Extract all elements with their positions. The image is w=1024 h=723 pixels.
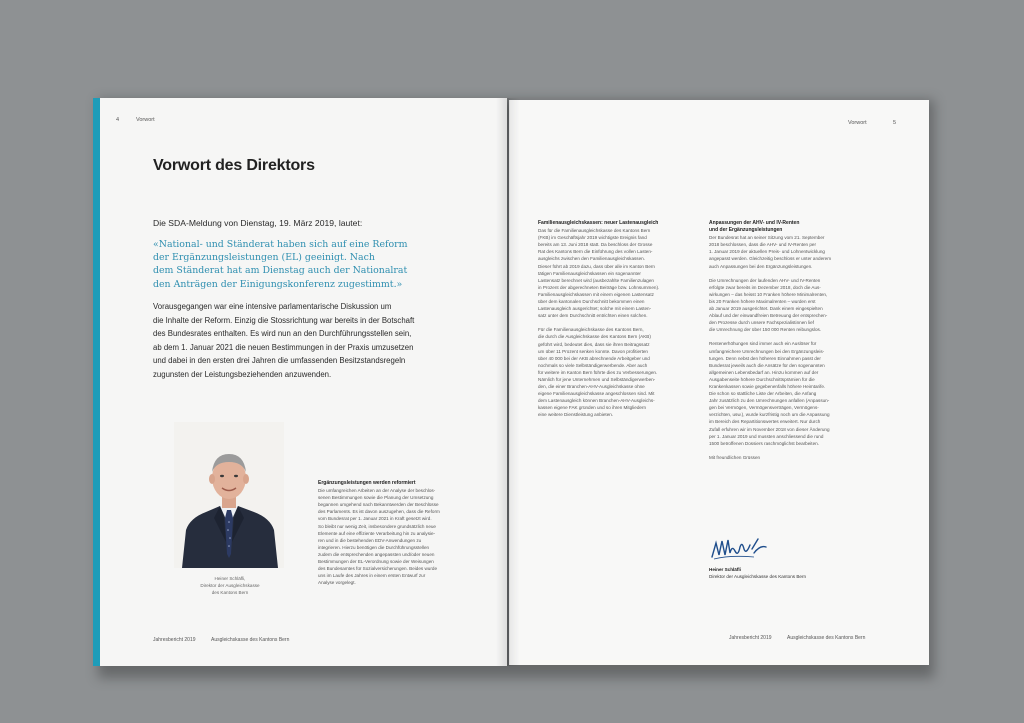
quote-line: dem Ständerat hat am Dienstag auch der Nationalrat	[153, 265, 408, 277]
text-line: 1500 betroffenen Dossiers raschmöglichst bearbeiten.	[709, 440, 819, 446]
reform-line: So bleibt nur wenig Zeit, insbesondere grundsätzlich neue	[318, 523, 436, 529]
closing-greeting: Mit freundlichen Grüssen	[709, 454, 761, 460]
caption-line: Heiner Schläfli,	[214, 576, 246, 581]
text-line: erfolgte zwar bereits im Dezember 2018, doch die Aus-	[709, 284, 821, 290]
reform-line: des Parlaments. Es ist davon auszugehen, dass die Reform	[318, 509, 440, 515]
text-line: Die schon so stattliche Liste der Arbeiten, die Anfang	[709, 391, 817, 397]
right-page-number: 5	[893, 120, 897, 126]
text-line: per 1. Januar 2019 und mussten anschliessend die rund	[709, 433, 824, 439]
intro-body	[153, 300, 483, 382]
text-line: Ausgabenseite höhere Durchschnittsprämien für die	[709, 376, 815, 382]
text-line: 2018 beschlossen, dass die AHV- und IV-Renten per	[709, 242, 817, 248]
text-line: Jahr zusätzlich zu den Umrechnungen anfallen (Anpassun-	[709, 398, 830, 404]
text-line: im Bereich des Repartitionswertes erweitert. Nur durch	[709, 419, 821, 425]
quote-line: «National- und Ständerat haben sich auf eine Reform	[153, 239, 408, 250]
text-line: für weitere im Kanton Bern führte dies zu Verbesserungen.	[538, 369, 658, 375]
text-line: Bundesrat jeweils auch die Ansätze für den sogenannten	[709, 362, 825, 368]
text-line: 1. Januar 2019 der aktuellen Preis- und Lohnentwicklung	[709, 249, 825, 255]
text-line: (FKB) im Geschäftsjahr 2019 wichtigste Ereignis fand	[538, 235, 647, 241]
reform-heading: Ergänzungsleistungen werden reformiert	[318, 480, 416, 486]
signer-name: Heiner Schläfli	[709, 567, 741, 572]
text-line: tätigen Familienausgleichskassen ein sogenannter	[538, 270, 641, 276]
column-family-compensation	[538, 220, 700, 419]
right-footer-year: Jahresbericht 2019	[729, 635, 772, 641]
text-line: Für die Familienausgleichskasse des Kantons Bern,	[538, 327, 644, 333]
column-pension-adjustments	[709, 220, 879, 461]
text-line: eine weitere Dienstleistung anbieten.	[538, 412, 614, 418]
reform-line: Bestimmungen der EL-Verordnung sowie der Weisungen	[318, 559, 434, 565]
pull-quote	[153, 238, 483, 291]
portrait-illustration	[174, 422, 284, 568]
text-line: geführt wird, bedeutet dies, dass sie ihren Beitragssatz	[538, 341, 650, 347]
text-line: den, die einer Branchen-AHV-Ausgleichskasse ohne	[538, 384, 645, 390]
column-heading: und der Ergänzungsleistungen	[709, 227, 783, 234]
photo-caption	[184, 575, 276, 596]
reform-line: begannen umgehend nach Bekanntwerden der Beschlüsse	[318, 502, 439, 508]
reform-line: des Bundesamtes für Sozialversicherungen. Beides wurde	[318, 566, 437, 572]
text-line: Dieser führt ab 2019 dazu, dass über alle im Kanton Bern	[538, 263, 655, 269]
text-line: Ablauf und der einwandfreien Betreuung der entsprechen-	[709, 313, 828, 319]
intro-text: Die SDA-Meldung von Dienstag, 19. März 2019, lautet:	[153, 218, 363, 228]
text-line: gen bei Vermögen, Vermögensverträgen, Vermögens-	[709, 405, 819, 411]
text-line: kassen eigene FAK gründen und so ihren Mitgliedern	[538, 405, 647, 411]
body-line: die Inhalte der Reform. Einzig die Stossrichtung war bereits in der Botschaft	[153, 315, 415, 325]
body-line: zugunsten der Leistungsbeziehenden anzuwenden.	[153, 369, 332, 379]
director-portrait-photo	[174, 422, 284, 568]
left-footer-year: Jahresbericht 2019	[153, 637, 196, 643]
left-footer-org: Ausgleichskasse des Kantons Bern	[211, 637, 290, 643]
column-heading: Anpassungen der AHV- und IV-Renten	[709, 220, 800, 226]
text-line: Der Bundesrat hat an seiner Sitzung vom 21. September	[709, 235, 825, 241]
signer-title: Direktor der Ausgleichskasse des Kantons Bern	[709, 574, 807, 579]
text-line: angepasst werden. Gleichzeitig beschloss er unter anderem	[709, 256, 832, 262]
reform-line: uns im Laufe des Jahres in einem ersten Entwurf zur	[318, 573, 426, 579]
caption-line: des Kantons Bern	[211, 590, 249, 595]
reform-line: Die umfangreichen Arbeiten an der Analyse der beschlos-	[318, 488, 436, 494]
text-line: Das für die Familienausgleichskasse des Kantons Bern	[538, 228, 651, 234]
text-line: dem Lastenausgleich können Branchen-AHV-Ausgleichs-	[538, 398, 655, 404]
text-line: Lastenausgleich ausgerichtet; solche mit einem Lasten-	[538, 306, 652, 312]
quote-line: den Anträgen der Einigungskonferenz zugestimmt.»	[153, 278, 403, 290]
quote-line: der Ergänzungsleistungen (EL) geeinigt. Nach	[153, 252, 375, 264]
left-section-label: Vorwort	[136, 117, 155, 123]
handwritten-signature	[710, 535, 770, 563]
column-heading: Familienausgleichskassen: neuer Lastenausgleich	[538, 220, 659, 226]
text-line: über dem kantonalen Durchschnitt bekommen einen	[538, 299, 645, 305]
text-line: Familienausgleichskassen mit einem eigenen Lastensatz	[538, 291, 654, 297]
text-line: Rentenerhöhungen sind immer auch ein Auslöser für	[709, 341, 817, 347]
text-line: wirkungen – das heisst 10 Franken höhere Minimalrenten,	[709, 291, 828, 297]
page-title: Vorwort des Direktors	[153, 157, 315, 174]
text-line: Rat des Kantons Bern die Einführung des vollen Lasten-	[538, 249, 653, 255]
caption-line: Direktor der Ausgleichskasse	[200, 583, 260, 588]
reform-line: ren und in die bestehenden EDV-Anwendungen zu	[318, 537, 422, 543]
text-line: tungen. Denn nebst den höheren Einnahmen passt der	[709, 355, 821, 361]
text-line: Nämlich für jene Unternehmen und Selbständigerwerben-	[538, 376, 656, 382]
text-line: allgemeinen Lebensbedarf an. Hinzu kommen auf der	[709, 369, 819, 375]
text-line: auch Anpassungen bei den Ergänzungsleistungen.	[709, 263, 813, 269]
reform-section	[318, 480, 493, 586]
reform-line: Elemente auf eine effiziente Verarbeitung hin zu analysie-	[318, 530, 436, 536]
reform-line: vom Bundesrat per 1. Januar 2021 in Kraft gesetzt wird.	[318, 516, 432, 522]
text-line: über 40 000 bei der AKB abrechnende Arbeitgeber und	[538, 355, 650, 361]
text-line: Die Umrechnungen der laufenden AHV- und IV-Renten	[709, 277, 821, 283]
reform-line: integrieren. Hierzu benötigen die Durchführungsstellen	[318, 544, 430, 550]
text-line: nochmals so viele Selbständigerwerbende. Aber auch	[538, 362, 648, 368]
book-gutter	[496, 98, 520, 666]
left-page-number: 4	[116, 117, 120, 123]
reform-line: zudem die entsprechenden angepassten und/oder neuen	[318, 551, 435, 557]
body-line: und dabei in den ersten drei Jahren die umfassenden Besitzstandsregeln	[153, 356, 406, 366]
reform-line: Analyse vorgelegt.	[318, 580, 356, 586]
text-line: satz unter dem Durchschnitt entrichten einen solchen.	[538, 313, 648, 319]
text-line: ab Januar 2019 ausgerichtet. Dank einem eingespielten	[709, 306, 823, 312]
text-line: ausgleichs zwischen den Familienausgleichskassen.	[538, 256, 645, 262]
text-line: bereits am 13. Juni 2018 statt. Da beschloss der Grosse	[538, 242, 653, 248]
text-line: Lastensatz berechnet wird (ausbezahlte Familienzulagen	[538, 277, 654, 283]
right-footer-org: Ausgleichskasse des Kantons Bern	[787, 635, 866, 641]
body-line: des Bundesrates enthalten. Es wird nun an den Durchführungsstellen sein,	[153, 329, 412, 339]
text-line: die Umrechnung der über 150 000 Renten reibungslos.	[709, 327, 822, 333]
text-line: bis 20 Franken höhere Maximalrenten – wurden erst	[709, 298, 816, 304]
body-line: ab dem 1. Januar 2021 die neuen Bestimmungen in der Praxis umzusetzen	[153, 342, 414, 352]
text-line: Krankenkassen sowie gegebenenfalls höhere Heimtarife.	[709, 383, 826, 389]
right-section-label: Vorwort	[848, 120, 867, 126]
text-line: Zufall erfuhren wir im November 2018 von dieser Änderung	[709, 426, 830, 432]
text-line: den Prozesse durch unsere Fachspezialistinnen lief	[709, 320, 814, 326]
text-line: umfangreichere Umrechnungen bei den Ergänzungsleis-	[709, 348, 825, 354]
body-line: Vorausgegangen war eine intensive parlamentarische Diskussion um	[153, 302, 392, 311]
text-line: die durch die Ausgleichskasse des Kantons Bern (AKB)	[538, 334, 651, 340]
text-line: eigene Familienausgleichskasse angeschlossen sind. Mit	[538, 391, 655, 397]
reform-line: senen Bestimmungen sowie die Planung der Umsetzung	[318, 495, 434, 501]
signature-block	[709, 566, 806, 580]
text-line: verzichten, usw.), wurde kurzfristig noch um die Anpassung	[709, 412, 830, 418]
text-line: in Prozent der abgerechneten Beiträge bzw. Lohnsummen).	[538, 284, 660, 290]
text-line: um über 11 Prozent senken konnte. Davon profitierten	[538, 348, 648, 354]
